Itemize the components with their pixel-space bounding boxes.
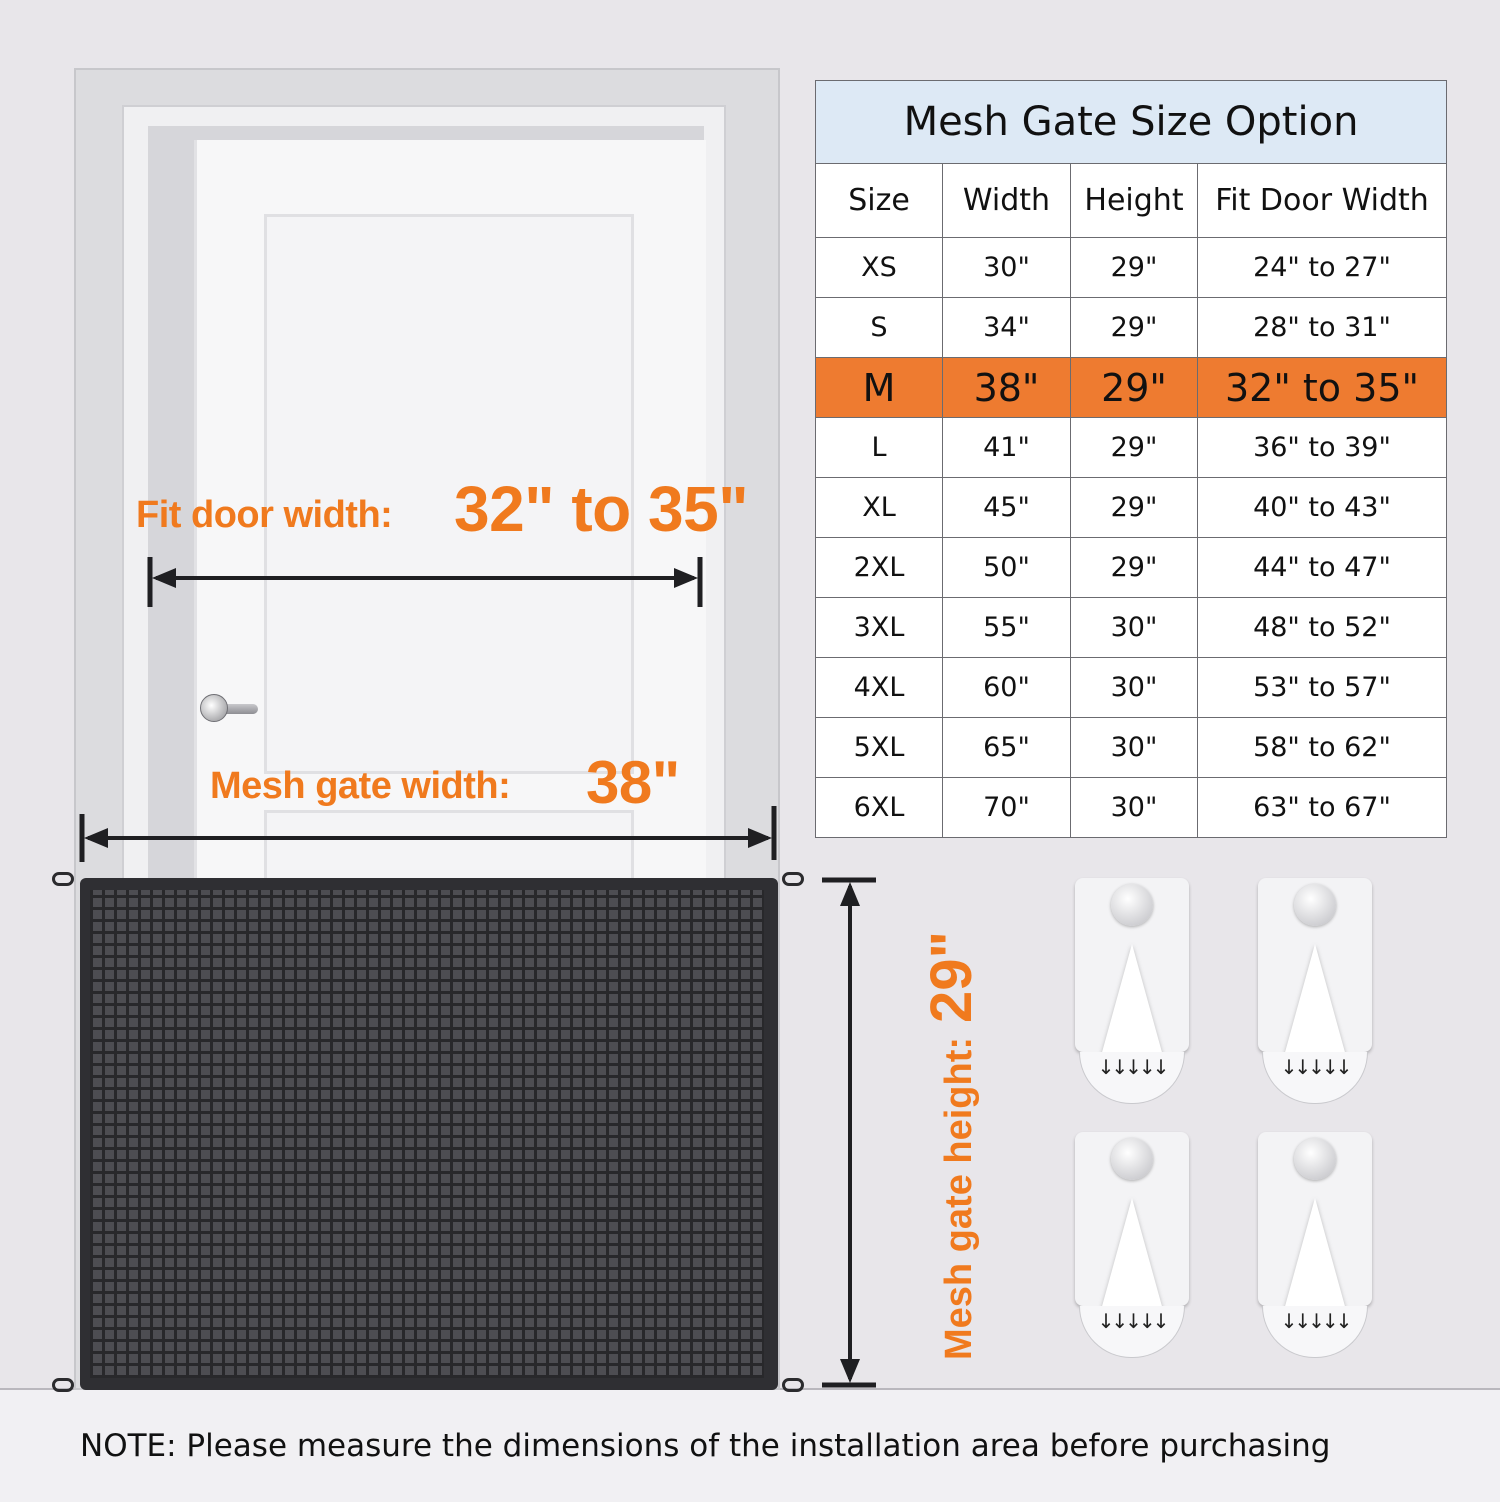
- column-header: Size: [816, 164, 943, 238]
- cell-width: 70": [943, 778, 1071, 838]
- cell-fit: 36" to 39": [1198, 418, 1447, 478]
- cell-height: 29": [1071, 478, 1198, 538]
- cell-size: 2XL: [816, 538, 943, 598]
- cell-width: 41": [943, 418, 1071, 478]
- cell-height: 29": [1071, 418, 1198, 478]
- cell-fit: 48" to 52": [1198, 598, 1447, 658]
- cell-width: 34": [943, 298, 1071, 358]
- table-row: [816, 478, 1447, 538]
- cell-height: 30": [1071, 598, 1198, 658]
- mesh-gate-width-label: Mesh gate width:: [210, 765, 511, 807]
- hook-arrows: ↓↓↓↓↓: [1262, 1052, 1368, 1104]
- cell-width: 30": [943, 238, 1071, 298]
- hook-arrows: ↓↓↓↓↓: [1079, 1052, 1185, 1104]
- cell-height: 30": [1071, 658, 1198, 718]
- column-header: Height: [1071, 164, 1198, 238]
- cell-width: 45": [943, 478, 1071, 538]
- column-header: Width: [943, 164, 1071, 238]
- table-row: [816, 718, 1447, 778]
- cell-fit: 40" to 43": [1198, 478, 1447, 538]
- cell-size: L: [816, 418, 943, 478]
- cell-fit: 44" to 47": [1198, 538, 1447, 598]
- cell-size: XL: [816, 478, 943, 538]
- mesh-gate-height-annotation: [918, 931, 985, 1360]
- cell-width: 50": [943, 538, 1071, 598]
- cell-size: 5XL: [816, 718, 943, 778]
- table-row: [816, 418, 1447, 478]
- cell-width: 60": [943, 658, 1071, 718]
- cell-size: 4XL: [816, 658, 943, 718]
- cell-height: 29": [1071, 298, 1198, 358]
- mesh-gate-width-value: 38": [586, 749, 680, 816]
- cell-width: 65": [943, 718, 1071, 778]
- table-row: [816, 238, 1447, 298]
- column-header: Fit Door Width: [1198, 164, 1447, 238]
- measurement-note: NOTE: Please measure the dimensions of the installation area before purchasing: [80, 1428, 1331, 1464]
- cell-fit: 53" to 57": [1198, 658, 1447, 718]
- size-table: [815, 80, 1447, 838]
- cell-size: M: [816, 358, 943, 418]
- table-row: [816, 538, 1447, 598]
- cell-height: 29": [1071, 238, 1198, 298]
- cell-fit: 63" to 67": [1198, 778, 1447, 838]
- size-table-header: [816, 164, 1447, 238]
- gate-loop-icon: [782, 872, 804, 886]
- size-table-title: Mesh Gate Size Option: [816, 81, 1447, 164]
- table-row-highlighted: [816, 358, 1447, 418]
- cell-fit: 32" to 35": [1198, 358, 1447, 418]
- hook-arrows: ↓↓↓↓↓: [1262, 1306, 1368, 1358]
- mesh-gate-height-label: Mesh gate height:: [938, 1036, 980, 1360]
- cell-height: 29": [1071, 358, 1198, 418]
- gate-loop-icon: [782, 1378, 804, 1392]
- table-row: [816, 298, 1447, 358]
- cell-height: 30": [1071, 778, 1198, 838]
- adhesive-hook-icon: [1258, 1132, 1372, 1362]
- cell-width: 38": [943, 358, 1071, 418]
- cell-fit: 58" to 62": [1198, 718, 1447, 778]
- hook-arrows: ↓↓↓↓↓: [1079, 1306, 1185, 1358]
- fit-door-width-value: 32" to 35": [454, 473, 749, 545]
- cell-size: 6XL: [816, 778, 943, 838]
- cell-size: S: [816, 298, 943, 358]
- table-row: [816, 658, 1447, 718]
- cell-size: 3XL: [816, 598, 943, 658]
- table-row: [816, 598, 1447, 658]
- gate-loop-icon: [52, 872, 74, 886]
- cell-fit: 28" to 31": [1198, 298, 1447, 358]
- cell-fit: 24" to 27": [1198, 238, 1447, 298]
- cell-height: 30": [1071, 718, 1198, 778]
- adhesive-hook-icon: [1258, 878, 1372, 1108]
- fit-door-width-label: Fit door width:: [136, 494, 393, 536]
- cell-height: 29": [1071, 538, 1198, 598]
- cell-width: 55": [943, 598, 1071, 658]
- adhesive-hook-icon: [1075, 1132, 1189, 1362]
- mesh-gate-netting: [90, 890, 764, 1378]
- gate-loop-icon: [52, 1378, 74, 1392]
- cell-size: XS: [816, 238, 943, 298]
- adhesive-hook-icon: [1075, 878, 1189, 1108]
- table-row: [816, 778, 1447, 838]
- mesh-gate-height-value: 29": [919, 930, 984, 1023]
